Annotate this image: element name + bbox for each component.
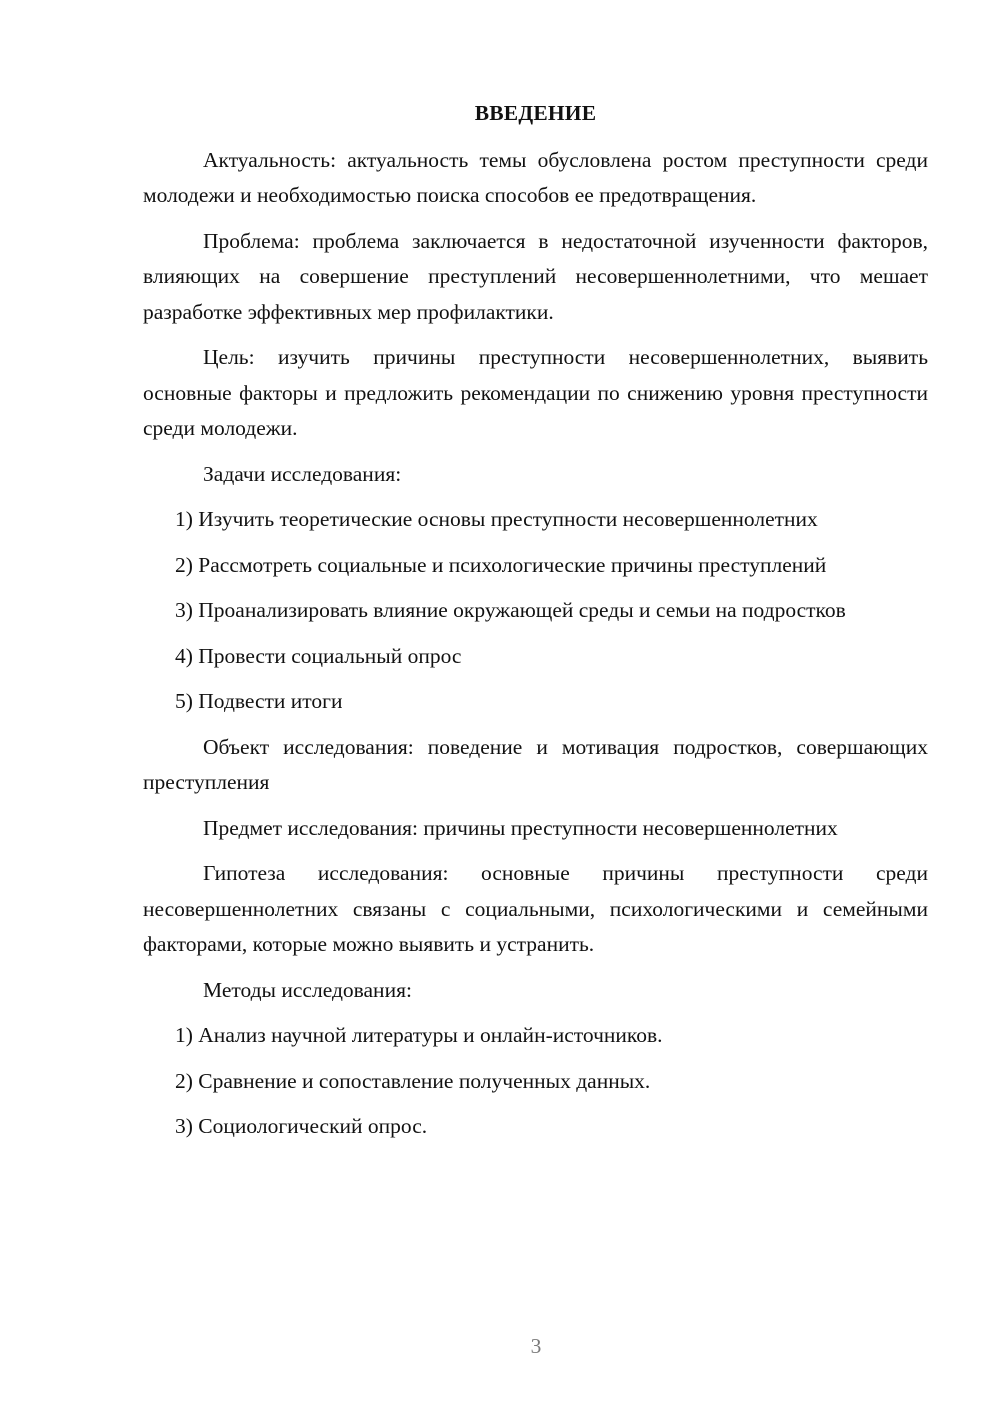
methods-list bbox=[143, 1018, 928, 1145]
list-item: 1) Изучить теоретические основы преступности несовершеннолетних bbox=[175, 507, 818, 531]
subject-paragraph: Предмет исследования: причины преступности несовершеннолетних bbox=[203, 815, 838, 840]
page-heading: ВВЕДЕНИЕ bbox=[474, 101, 597, 125]
list-item: 3) Проанализировать влияние окружающей среды и семьи на подростков bbox=[175, 598, 846, 622]
list-item: 2) Рассмотреть социальные и психологические причины преступлений bbox=[175, 552, 827, 577]
list-item: 2) Сравнение и сопоставление полученных данных. bbox=[175, 1068, 651, 1093]
list-item: 3) Социологический опрос. bbox=[175, 1114, 428, 1138]
page-content bbox=[143, 96, 928, 1155]
object-paragraph: Объект исследования: поведение и мотивация подростков, совершающих преступления bbox=[143, 734, 928, 794]
methods-title: Методы исследования: bbox=[203, 977, 412, 1002]
tasks-title: Задачи исследования: bbox=[203, 461, 402, 486]
tasks-list bbox=[143, 502, 928, 720]
list-item: 1) Анализ научной литературы и онлайн-источников. bbox=[175, 1023, 663, 1047]
list-item: 4) Провести социальный опрос bbox=[175, 643, 462, 668]
goal-paragraph: Цель: изучить причины преступности несовершеннолетних, выявить основные факторы и предложить рекомендации по снижению уровня преступности среди молодежи. bbox=[143, 345, 928, 440]
problem-paragraph: Проблема: проблема заключается в недостаточной изученности факторов, влияющих на совершение преступлений несовершеннолетними, что мешает разработке эффективных мер профилактики. bbox=[143, 228, 928, 324]
page-number: 3 bbox=[530, 1334, 542, 1358]
relevance-paragraph: Актуальность: актуальность темы обусловлена ростом преступности среди молодежи и необходимостью поиска способов ее предотвращения. bbox=[143, 147, 928, 207]
hypothesis-paragraph: Гипотеза исследования: основные причины преступности среди несовершеннолетних связаны с социальными, психологическими и семейными факторами, которые можно выявить и устранить. bbox=[143, 861, 928, 956]
list-item: 5) Подвести итоги bbox=[175, 689, 343, 713]
